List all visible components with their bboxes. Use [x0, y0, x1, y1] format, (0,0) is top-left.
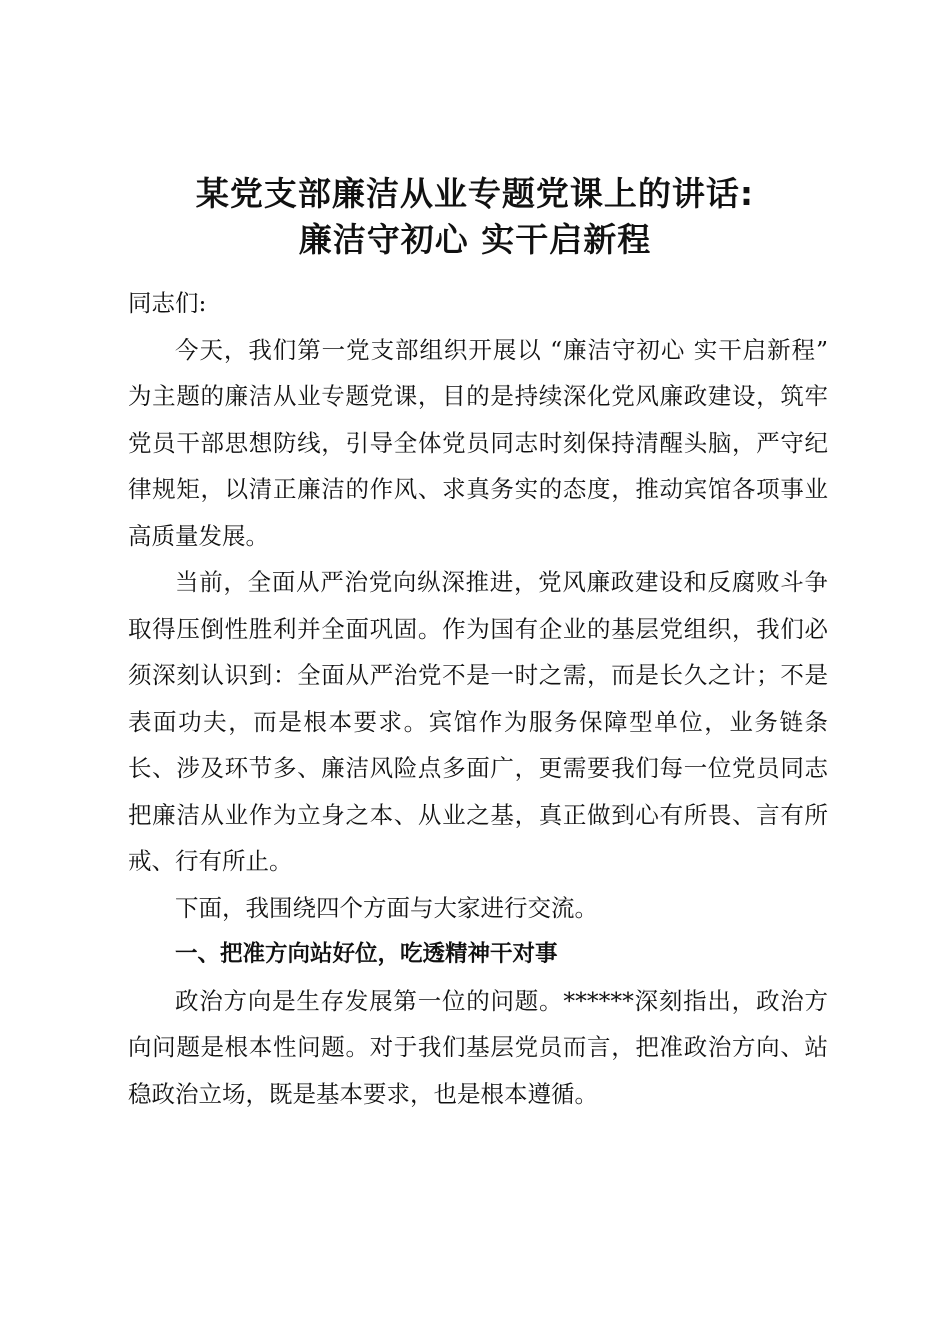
paragraph-outline: 下面，我围绕四个方面与大家进行交流。	[175, 893, 598, 922]
salutation: 同志们:	[128, 289, 207, 317]
document-body	[128, 280, 828, 1117]
paragraph-intro: 今天，我们第一党支部组织开展以 “廉洁守初心 实干启新程” 为主题的廉洁从业专题党课，目的是持续深化党风廉政建设，筑牢党员干部思想防线，引导全体党员同志时刻保持清醒头脑，严守纪律规矩，以清正廉洁的作风、求真务实的态度，推动宾馆各项事业高质量发展。	[128, 335, 828, 550]
document-title-line-1: 某党支部廉洁从业专题党课上的讲话:	[195, 174, 755, 213]
section-paragraph-1: 政治方向是生存发展第一位的问题。******深刻指出，政治方向问题是根本性问题。对于我们基层党员而言，把准政治方向、站稳政治立场，既是基本要求，也是根本遵循。	[128, 986, 828, 1108]
paragraph-current-situation: 当前，全面从严治党向纵深推进，党风廉政建设和反腐败斗争取得压倒性胜利并全面巩固。作为国有企业的基层党组织，我们必须深刻认识到：全面从严治党不是一时之需，而是长久之计；不是表面功夫，而是根本要求。宾馆作为服务保障型单位，业务链条长、涉及环节多、廉洁风险点多面广，更需要我们每一位党员同志把廉洁从业作为立身之本、从业之基，真正做到心有所畏、言有所戒、行有所止。	[128, 568, 828, 875]
document-title-line-2: 廉洁守初心 实干启新程	[298, 220, 652, 259]
section-heading-1: 一、把准方向站好位，吃透精神干对事	[175, 941, 558, 967]
